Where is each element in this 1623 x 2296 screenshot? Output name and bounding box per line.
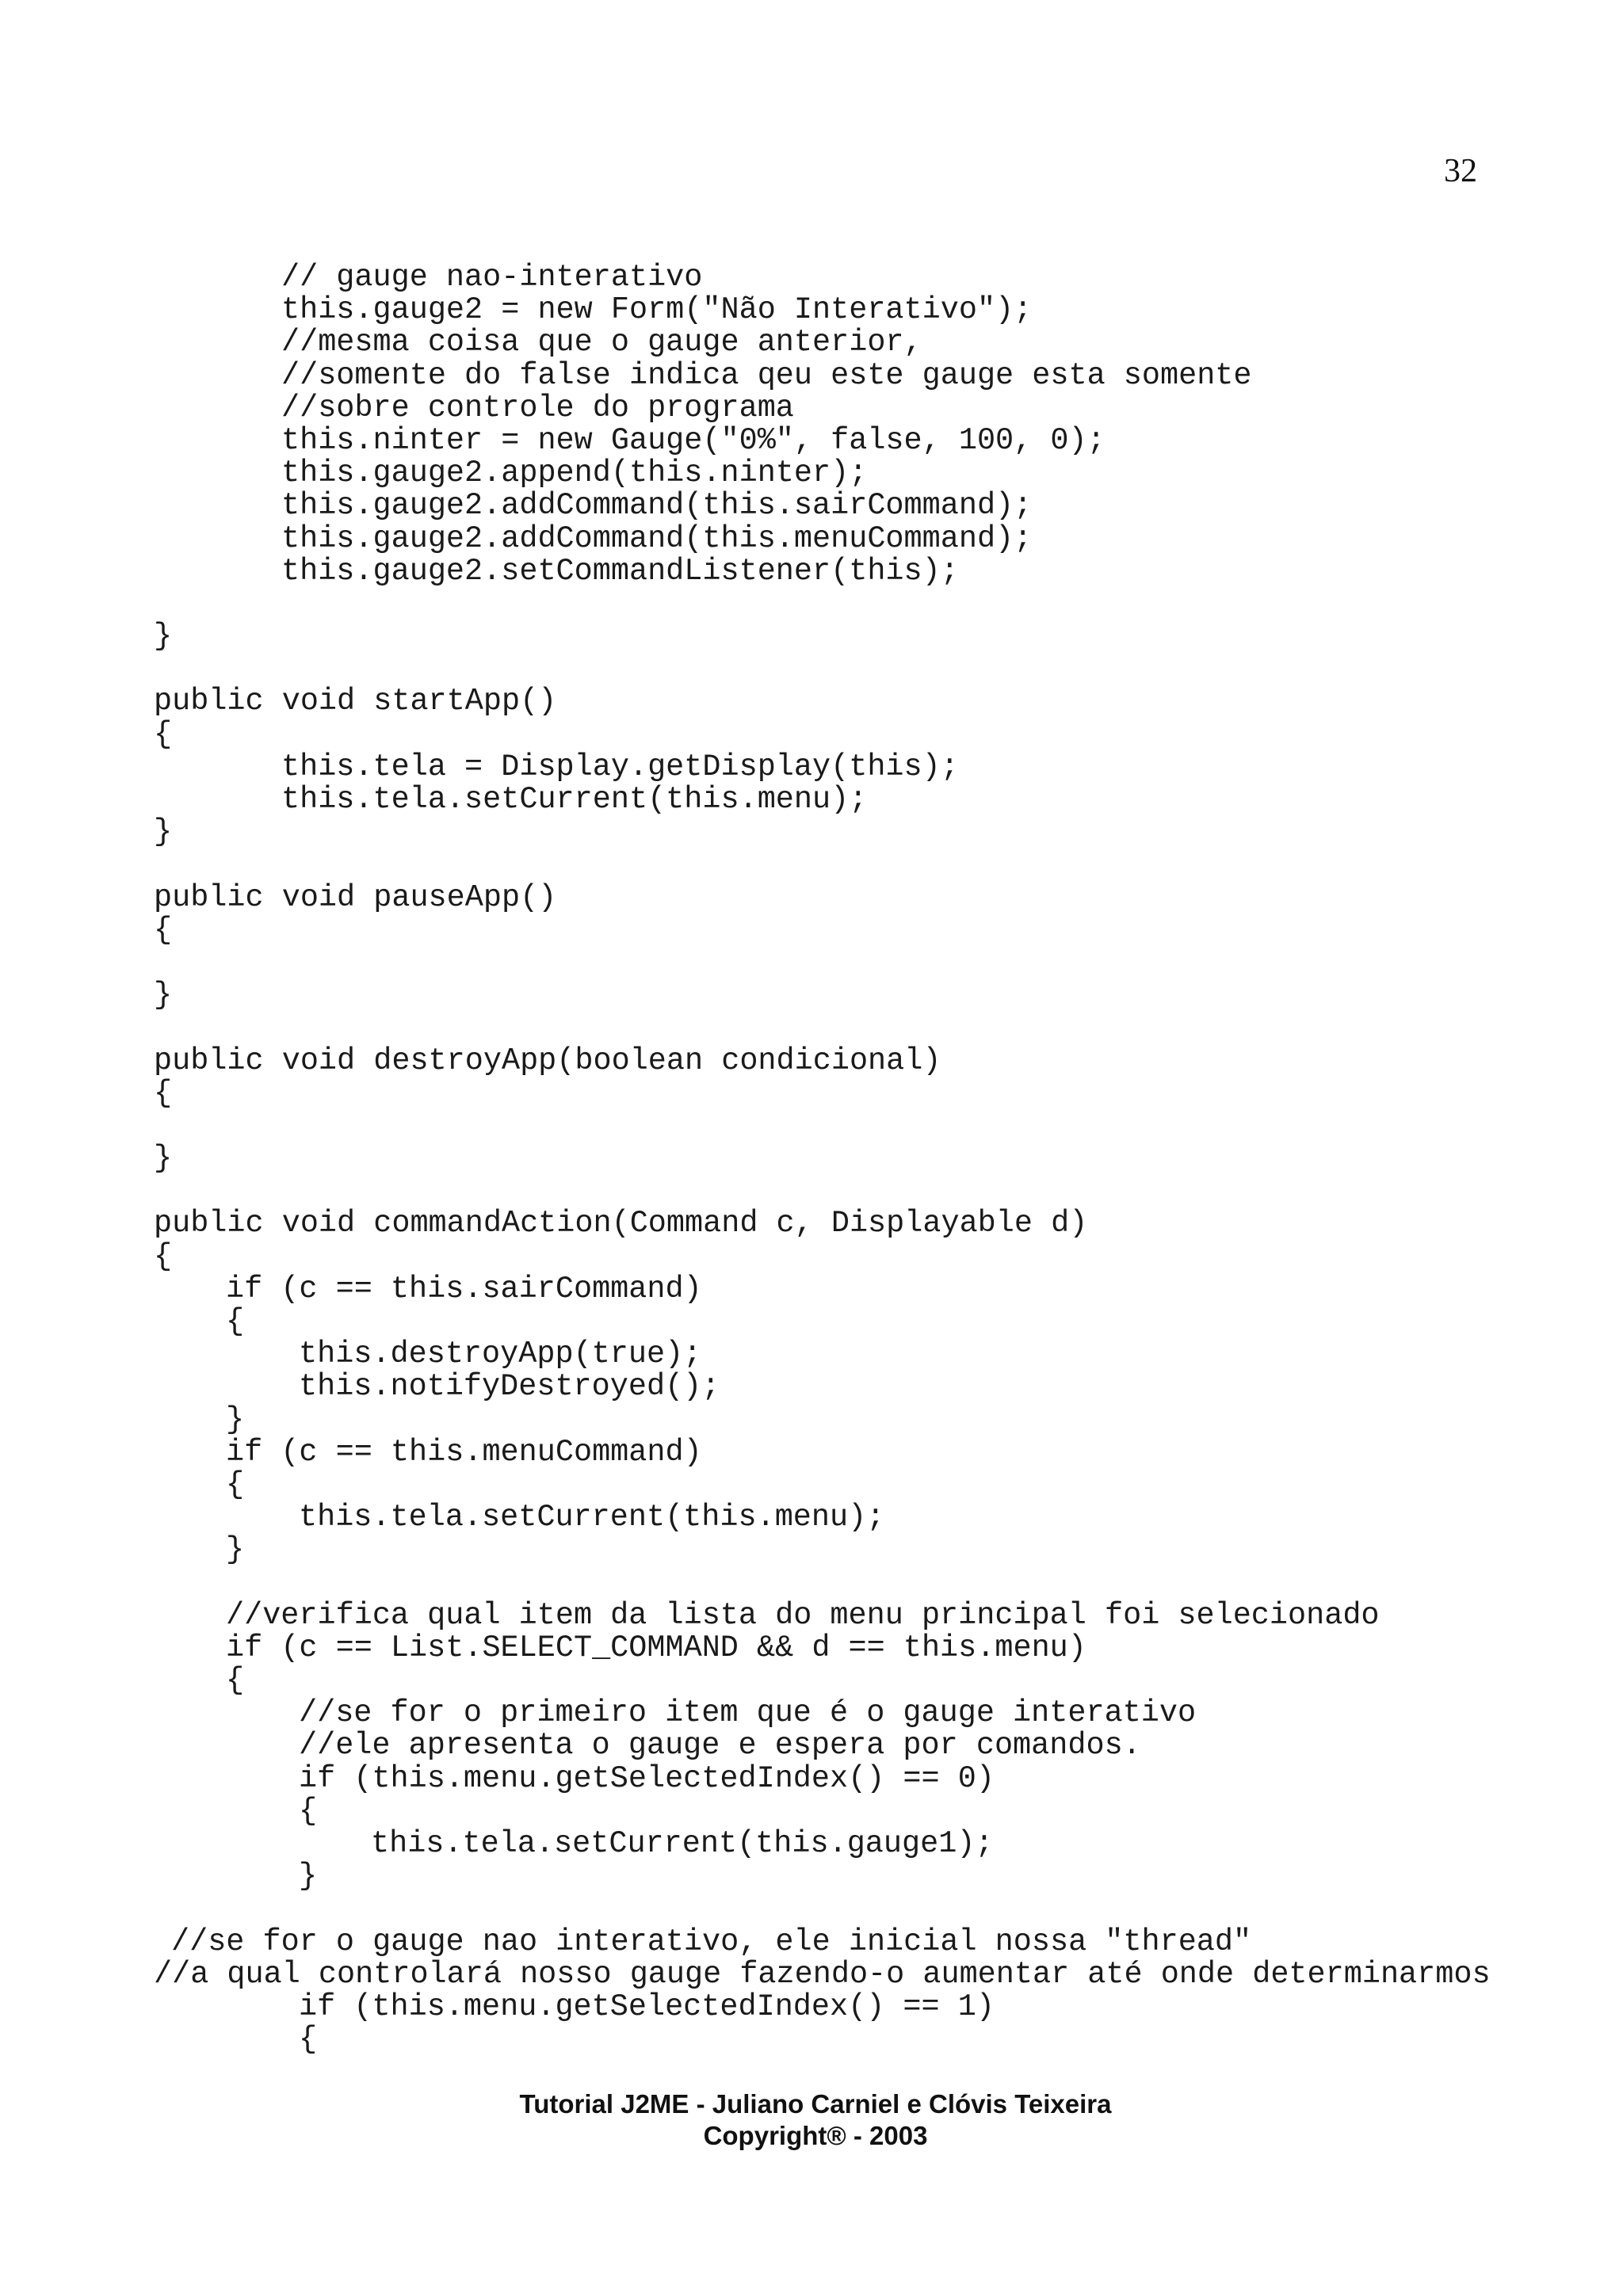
code-line-text: } <box>154 619 173 654</box>
code-line <box>0 879 1623 915</box>
code-line <box>0 1795 1623 1828</box>
code-line <box>0 457 1623 490</box>
code-line <box>0 1077 1623 1110</box>
code-line <box>0 588 1623 620</box>
code-line-text: public void pauseApp() <box>154 879 557 915</box>
code-line-text: this.destroyApp(true); <box>299 1337 702 1372</box>
code-line-text: if (c == this.menuCommand) <box>226 1434 702 1470</box>
code-line <box>0 1238 1623 1274</box>
footer-copyright: Copyright® - 2003 <box>703 2121 928 2150</box>
footer-title: Tutorial J2ME - Juliano Carniel e Clóvis Teixeira <box>519 2089 1112 2119</box>
code-line <box>0 392 1623 425</box>
code-line <box>0 261 1623 294</box>
code-line-text: this.gauge2.setCommandListener(this); <box>281 553 959 589</box>
code-line-text: { <box>154 716 173 752</box>
code-line-text: if (this.menu.getSelectedIndex() == 0) <box>299 1760 995 1796</box>
code-line <box>0 947 1623 979</box>
code-line-text: { <box>226 1304 245 1339</box>
code-line <box>0 653 1623 685</box>
code-line-text: //se for o gauge nao interativo, ele inicial nossa "thread" <box>171 1924 1252 1959</box>
code-line <box>0 1501 1623 1534</box>
code-line-text: this.tela = Display.getDisplay(this); <box>281 749 959 784</box>
code-line-text: if (c == this.sairCommand) <box>226 1271 702 1306</box>
code-line <box>0 979 1623 1012</box>
code-line <box>0 1207 1623 1240</box>
code-line <box>0 1860 1623 1893</box>
code-line-text: //ele apresenta o gauge e espera por comandos. <box>299 1728 1141 1764</box>
code-line-text: { <box>154 1238 173 1274</box>
code-line <box>0 1665 1623 1697</box>
code-line <box>0 1632 1623 1665</box>
code-line <box>0 1045 1623 1077</box>
code-line <box>0 1567 1623 1600</box>
code-line <box>0 1404 1623 1436</box>
code-line-text: { <box>226 1466 245 1502</box>
code-line <box>0 1110 1623 1142</box>
code-line <box>0 1926 1623 1958</box>
code-line-text: if (c == List.SELECT_COMMAND && d == this.menu) <box>226 1630 1086 1665</box>
code-line <box>0 523 1623 555</box>
code-line-text: this.gauge2 = new Form("Não Interativo"); <box>281 292 1033 328</box>
code-line-text: this.tela.setCurrent(this.menu); <box>299 1500 885 1535</box>
code-line <box>0 1697 1623 1730</box>
code-line <box>0 1534 1623 1566</box>
code-line <box>0 1338 1623 1371</box>
code-line-text: this.gauge2.append(this.ninter); <box>281 456 868 491</box>
code-line-text: public void startApp() <box>154 684 557 719</box>
code-line-text: if (this.menu.getSelectedIndex() == 1) <box>299 1989 995 2024</box>
code-line-text: } <box>154 1141 173 1177</box>
code-listing <box>0 261 1623 2056</box>
code-line-text: public void commandAction(Command c, Displayable d) <box>154 1206 1088 1241</box>
page-footer <box>0 2088 1623 2152</box>
page-number: 32 <box>1444 153 1477 189</box>
code-line <box>0 685 1623 718</box>
code-line <box>0 620 1623 653</box>
code-line-text: { <box>154 1075 173 1111</box>
code-line <box>0 422 1623 458</box>
code-line <box>0 1142 1623 1175</box>
code-line <box>0 490 1623 522</box>
code-line-text: this.tela.setCurrent(this.gauge1); <box>371 1826 994 1861</box>
code-line-text: this.notifyDestroyed(); <box>299 1369 720 1405</box>
code-line-text: this.tela.setCurrent(this.menu); <box>281 782 868 817</box>
code-line <box>0 1958 1623 1991</box>
code-line <box>0 1597 1623 1633</box>
code-line-text: //se for o primeiro item que é o gauge interativo <box>299 1695 1197 1731</box>
code-line-text: public void destroyApp(boolean condicional) <box>154 1043 941 1078</box>
code-line-text: //somente do false indica qeu este gauge esta somente <box>281 357 1252 393</box>
code-line-text: //sobre controle do programa <box>281 390 794 425</box>
code-line <box>0 1828 1623 1860</box>
code-line <box>0 1991 1623 2023</box>
code-line <box>0 1175 1623 1207</box>
code-line <box>0 357 1623 393</box>
code-line <box>0 1436 1623 1469</box>
code-line-text: { <box>299 2022 318 2058</box>
code-line-text: } <box>226 1402 245 1437</box>
code-line <box>0 784 1623 816</box>
code-line <box>0 816 1623 849</box>
code-line-text: } <box>154 814 173 850</box>
code-line-text: this.gauge2.addCommand(this.menuCommand); <box>281 521 1033 556</box>
code-line-text: //a qual controlará nosso gauge fazendo-o aumentar até onde determinarmos <box>154 1956 1491 1992</box>
code-line-text: } <box>299 1859 318 1894</box>
code-line-text: this.ninter = new Gauge("0%", false, 100, 0); <box>281 422 1106 458</box>
code-line <box>0 1760 1623 1796</box>
code-line <box>0 294 1623 326</box>
code-line <box>0 1012 1623 1044</box>
code-line <box>0 1466 1623 1502</box>
code-line <box>0 751 1623 784</box>
code-line-text: { <box>226 1663 245 1699</box>
code-line-text: } <box>226 1532 245 1568</box>
code-line-text: } <box>154 978 173 1013</box>
code-line <box>0 1306 1623 1338</box>
code-line <box>0 849 1623 881</box>
code-line <box>0 2023 1623 2056</box>
code-line-text: //mesma coisa que o gauge anterior, <box>281 325 922 360</box>
code-line-text: { <box>154 912 173 948</box>
code-line <box>0 914 1623 947</box>
code-line <box>0 555 1623 588</box>
code-line-text: { <box>299 1793 318 1829</box>
code-line <box>0 716 1623 752</box>
code-line-text: //verifica qual item da lista do menu principal foi selecionado <box>226 1597 1380 1633</box>
code-line-text: this.gauge2.addCommand(this.sairCommand); <box>281 488 1033 524</box>
code-line <box>0 1730 1623 1762</box>
code-line-text: // gauge nao-interativo <box>281 260 703 295</box>
code-line <box>0 1371 1623 1403</box>
code-line <box>0 326 1623 359</box>
code-line <box>0 1273 1623 1306</box>
code-line <box>0 1893 1623 1925</box>
